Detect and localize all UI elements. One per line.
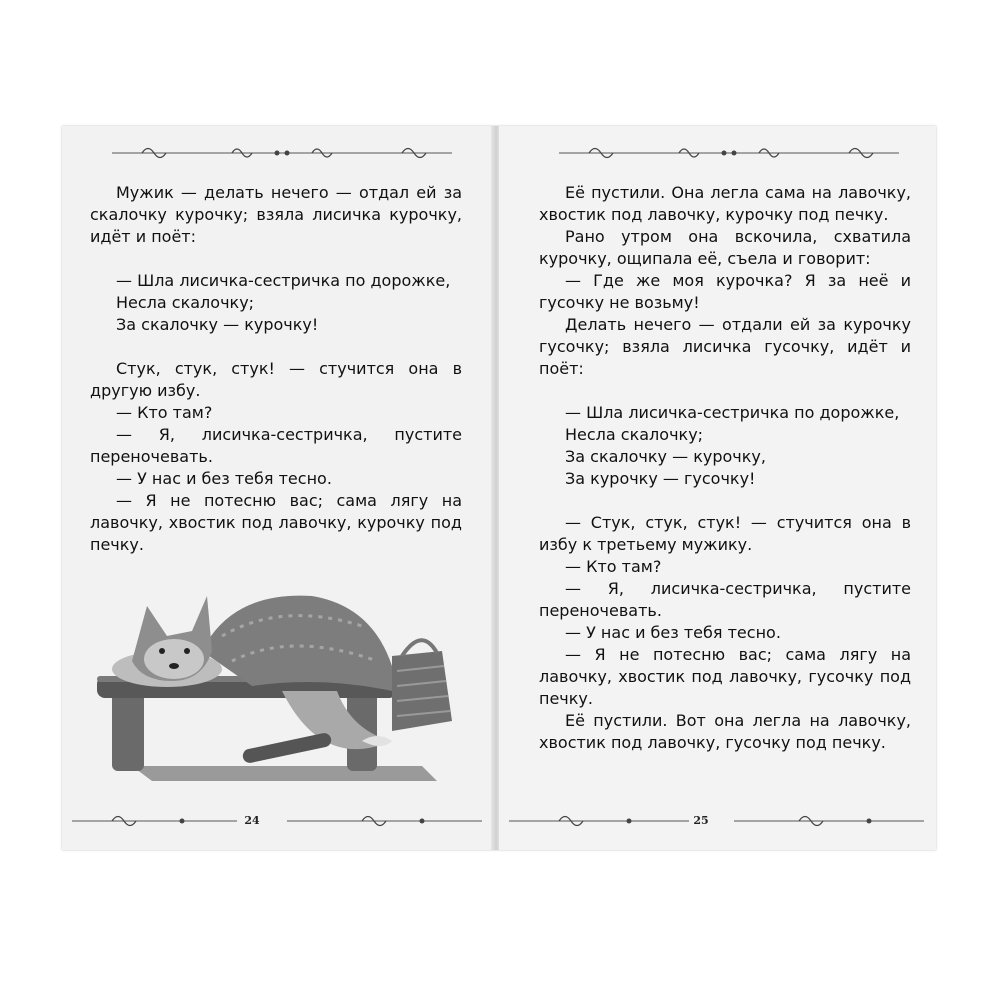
paragraph: Стук, стук, стук! — стучится она в другую избу. (90, 359, 462, 400)
paragraph: — Кто там? (565, 557, 662, 576)
right-page (499, 126, 936, 850)
right-page-text (539, 182, 911, 754)
left-page-text (90, 182, 462, 556)
paragraph: — Где же моя курочка? Я за неё и гусочку не возьму! (539, 271, 911, 312)
paragraph: — Стук, стук, стук! — стучится она в избу к третьему мужику. (539, 513, 911, 554)
paragraph: — Кто там? (116, 403, 213, 422)
page-number-left: 24 (244, 814, 260, 827)
paragraph: Её пустили. Она легла сама на лавочку, хвостик под лавочку, курочку под печку. (539, 183, 911, 224)
paragraph: — Я не потесню вас; сама лягу на лавочку, хвостик под лавочку, курочку под печку. (90, 491, 462, 554)
paragraph: Делать нечего — отдали ей за курочку гусочку; взяла лисичка гусочку, идёт и поёт: (539, 315, 911, 378)
paragraph: Мужик — делать нечего — отдал ей за скалочку курочку; взяла лисичка курочку, идёт и поёт: (90, 183, 462, 246)
bottom-ornament-left (72, 810, 482, 832)
verse-line: За курочку — гусочку! (565, 469, 756, 488)
top-ornament-right (559, 142, 899, 164)
fox-on-bench-illustration (92, 581, 467, 786)
paragraph: — У нас и без тебя тесно. (116, 469, 332, 488)
paragraph: — Я, лисичка-сестричка, пустите переночевать. (90, 425, 462, 466)
verse-line: — Шла лисичка-сестричка по дорожке, (565, 403, 900, 422)
verse-line: Несла скалочку; (565, 425, 704, 444)
verse-line: Несла скалочку; (116, 293, 255, 312)
paragraph: Рано утром она вскочила, схватила курочку, ощипала её, съела и говорит: (539, 227, 911, 268)
open-book (62, 126, 936, 850)
paragraph: — Я не потесню вас; сама лягу на лавочку, хвостик под лавочку, гусочку под печку. (539, 645, 911, 708)
top-ornament-left (112, 142, 452, 164)
verse-line: — Шла лисичка-сестричка по дорожке, (116, 271, 451, 290)
left-page (62, 126, 495, 850)
paragraph: Её пустили. Вот она легла на лавочку, хвостик под лавочку, гусочку под печку. (539, 711, 911, 752)
paragraph: — У нас и без тебя тесно. (565, 623, 781, 642)
paragraph: — Я, лисичка-сестричка, пустите переночевать. (539, 579, 911, 620)
verse-line: За скалочку — курочку! (116, 315, 319, 334)
page-number-right: 25 (693, 814, 709, 827)
verse-line: За скалочку — курочку, (565, 447, 766, 466)
